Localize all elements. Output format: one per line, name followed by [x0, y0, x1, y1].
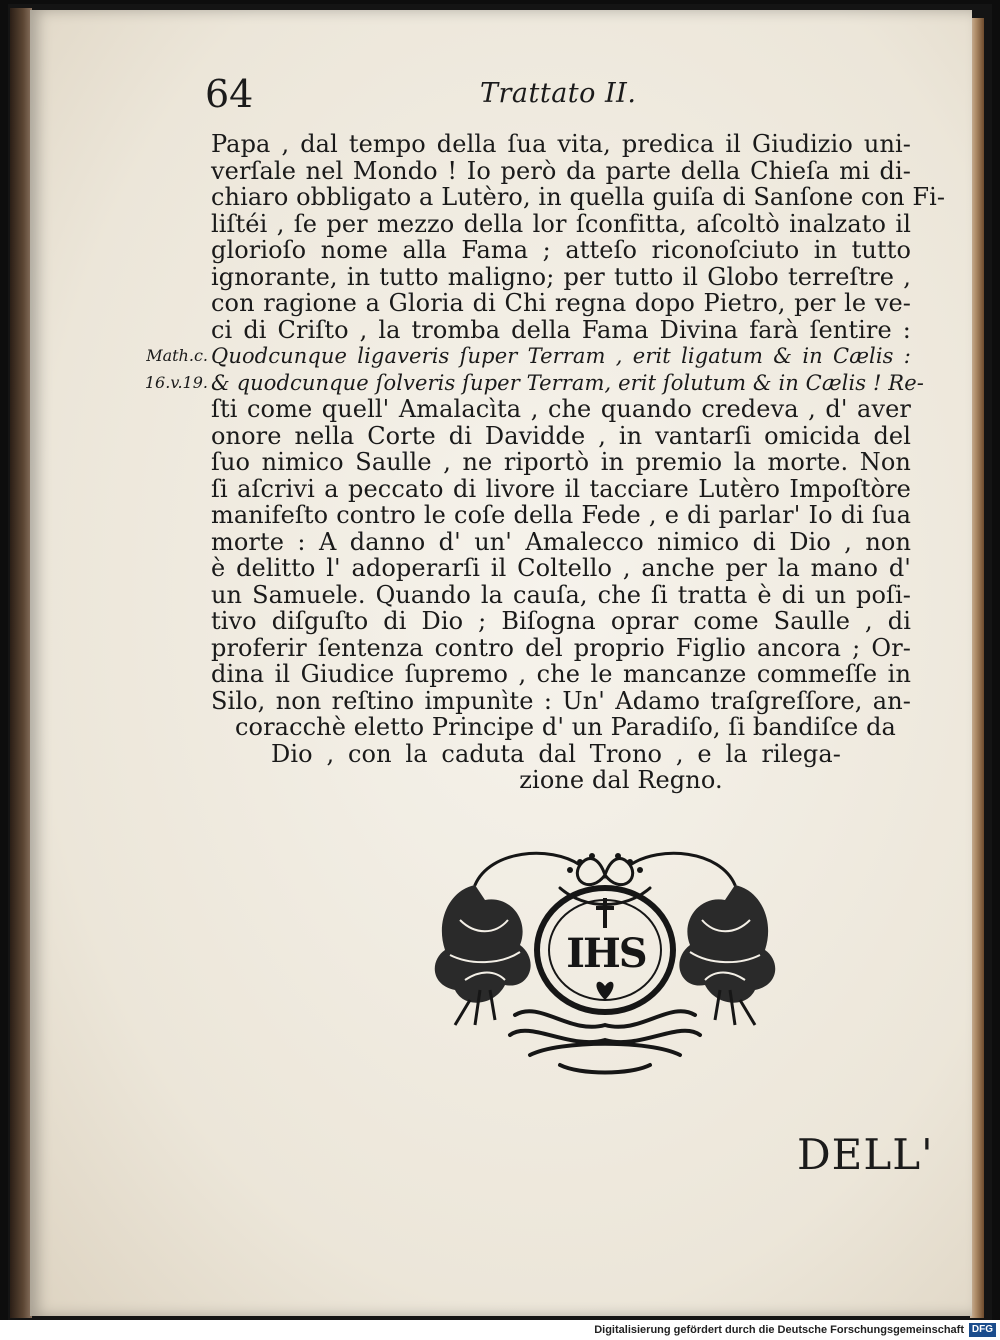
text-line: un Samuele. Quando la cauſa, che ſi tratta è di un poſi- [211, 580, 911, 609]
text-line: ſuo nimico Saulle , ne riportò in premio la morte. Non [211, 448, 911, 476]
book-fore-edge [970, 18, 984, 1318]
text-line: liſtéi , ſe per mezzo della lor ſconfitta, aſcoltò inalzato il [211, 209, 911, 238]
ihs-monogram: IHS [566, 930, 646, 977]
text-line: glorioſo nome alla Fama ; atteſo riconoſciuto in tutto [211, 236, 911, 264]
dfg-logo: DFG [969, 1323, 996, 1337]
digitization-footer [0, 1320, 1000, 1340]
text-line: coracchè eletto Principe d' un Paradiſo, ſi bandiſce da [235, 713, 896, 741]
text-line: morte : A danno d' un' Amalecco nimico di Dio , non [211, 527, 911, 556]
page-number: 64 [205, 72, 254, 116]
text-line: verſale nel Mondo ! Io però da parte della Chieſa mi di- [211, 156, 911, 185]
text-line: ci di Criſto , la tromba della Fama Divina farà ſentire : [211, 315, 911, 344]
text-line: ſti come quell' Amalacìta , che quando credeva , d' aver [211, 395, 911, 423]
running-head: Trattato II. [480, 78, 637, 109]
text-line: zione dal Regno. [519, 766, 723, 794]
text-line: manifeſto contro le coſe della Fede , e di parlar' Io di ſua [211, 501, 911, 529]
text-line: proferir ſentenza contro del proprio Figlio ancora ; Or- [211, 633, 911, 662]
text-line: Dio , con la caduta dal Trono , e la rilega- [271, 739, 841, 768]
marginal-note [128, 343, 208, 396]
text-line: Silo, non reſtino impunìte : Un' Adamo traſgreſſore, an- [211, 686, 911, 715]
latin-quote-line: & quodcunque ſolveris ſuper Terram, erit ſolutum & in Cælis ! Re- [211, 370, 924, 395]
body-text [211, 130, 946, 794]
text-line: Papa , dal tempo della ſua vita, predica il Giudizio uni- [211, 130, 911, 158]
text-line: ſi aſcrivi a peccato di livore il tacciare Lutèro Impoſtòre [211, 474, 911, 503]
right-rose-icon [679, 885, 775, 1025]
text-line: onore nella Corte di Davidde , in vantarſi omicida del [211, 421, 911, 450]
left-rose-icon [435, 885, 531, 1025]
book-gutter-edge [10, 8, 32, 1318]
text-line: è delitto l' adoperarſi il Coltello , anche per la mano d' [211, 554, 911, 582]
text-line: con ragione a Gloria di Chi regna dopo Pietro, per le ve- [211, 289, 911, 317]
text-line: tivo diſguſto di Dio ; Biſogna oprar come Saulle , di [211, 607, 911, 635]
text-line: ignorante, in tutto maligno; per tutto il Globo terreſtre , [211, 262, 911, 291]
text-line: dina il Giudice ſupremo , che le mancanze commeſſe in [211, 660, 911, 688]
text-line: chiaro obbligato a Lutèro, in quella guiſa di Sanſone con Fi- [211, 183, 946, 211]
marginal-note-line: 16.v.19. [144, 372, 208, 392]
page-header [205, 72, 955, 124]
marginal-note-line: Math.c. [146, 346, 208, 365]
footer-credit: Digitalisierung gefördert durch die Deutsche Forschungsgemeinschaft [594, 1324, 964, 1336]
catchword: DELL' [797, 1130, 934, 1179]
latin-quote-line: Quodcunque ligaveris ſuper Terram , erit ligatum & in Cælis : [211, 344, 911, 368]
